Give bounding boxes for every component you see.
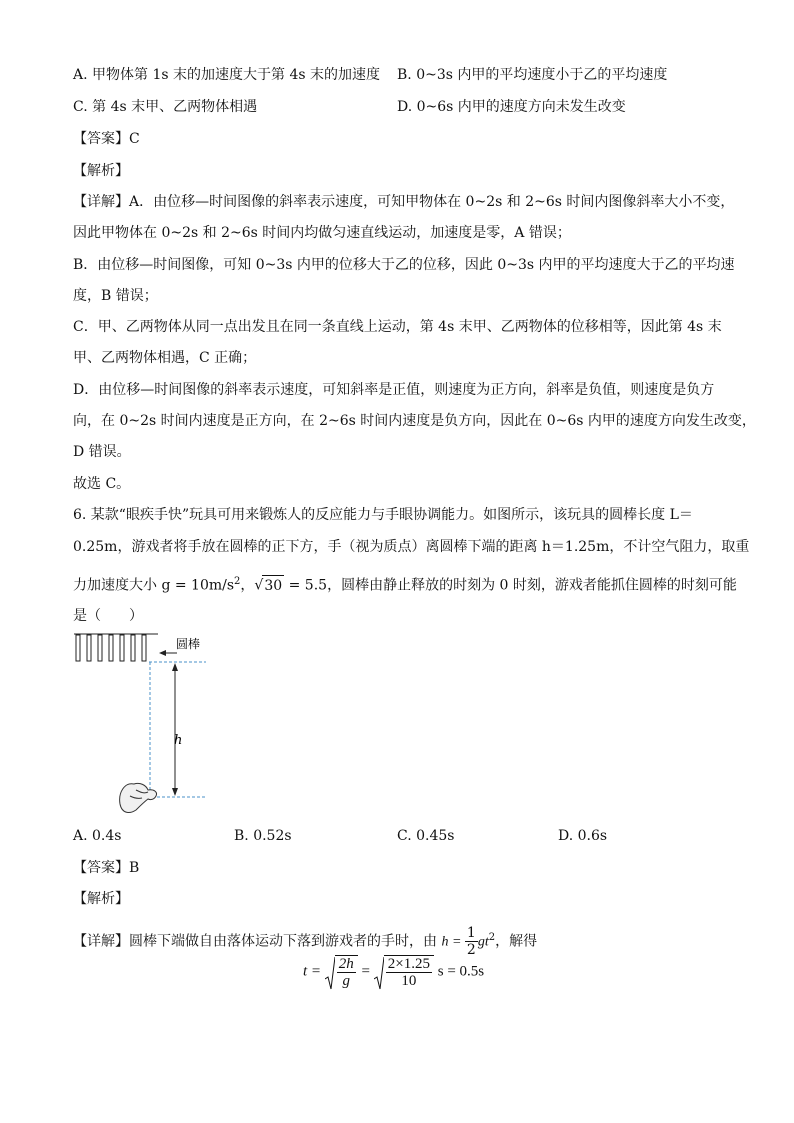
h-label: h [174, 733, 183, 748]
hand-icon [120, 783, 157, 812]
q6-result-equation [303, 955, 484, 989]
eq-denominator-2: 10 [401, 973, 417, 989]
q5-detail-line: 因此甲物体在 0~2s 和 2~6s 时间内均做匀速直线运动，加速度是零，A 错误； [73, 225, 571, 241]
q5-detail-line: B．由位移—时间图像，可知 0~3s 内甲的位移大于乙的位移，因此 0~3s 内甲的平均速度大于乙的平均速 [73, 257, 735, 273]
q6-stem-line3 [73, 572, 737, 596]
q6-formula-fraction [465, 925, 478, 958]
q6-option-b: B. 0.52s [234, 828, 292, 844]
radical-sign-icon [325, 957, 335, 991]
q6-option-a: A. 0.4s [73, 828, 122, 844]
eq-radical-2 [374, 955, 434, 989]
arrow-up-icon [172, 663, 178, 671]
rod-label: 圆棒 [176, 637, 201, 651]
q5-answer: 【答案】C [73, 131, 140, 147]
q5-option-c: C. 第 4s 末甲、乙两物体相遇 [73, 99, 258, 115]
q5-detail-line: 甲、乙两物体相遇，C 正确； [73, 350, 257, 366]
q6-formula-lhs: h = [441, 934, 465, 950]
radical-sign-icon [374, 957, 384, 991]
fraction-numerator: 1 [466, 925, 476, 942]
q6-stem-line3-c: = 5.5，圆棒由静止释放的时刻为 0 时刻，游戏者能抓住圆棒的时刻可能 [284, 577, 737, 594]
q5-detail-line: D．由位移—时间图像的斜率表示速度，可知斜率是正值，则速度为正方向，斜率是负值，则速度是负方 [73, 382, 715, 398]
q5-analysis-label: 【解析】 [73, 163, 129, 179]
q6-sqrt-argument: 30 [262, 575, 284, 596]
eq-result: s = 0.5s [437, 963, 485, 980]
q6-option-d: D. 0.6s [558, 828, 608, 844]
q5-conclusion: 故选 C。 [73, 476, 131, 492]
eq-denominator-1: g [342, 973, 351, 989]
eq-numerator-2: 2×1.25 [387, 956, 430, 972]
q6-stem-line3-b: ， [240, 577, 255, 594]
eq-numerator-1: 2h [338, 956, 354, 972]
rod [109, 635, 113, 661]
q5-option-b: B. 0~3s 内甲的平均速度小于乙的平均速度 [397, 67, 668, 83]
q6-detail-text-a: 【详解】圆棒下端做自由落体运动下落到游戏者的手时，由 [73, 933, 442, 950]
fraction-denominator: 2 [466, 942, 476, 959]
q5-option-d: D. 0~6s 内甲的速度方向未发生改变 [397, 99, 626, 115]
q6-detail-text-b: ，解得 [495, 933, 538, 950]
eq-radical-1 [325, 955, 358, 989]
q6-stem-line4: 是（ ） [73, 608, 143, 624]
sqrt-symbol: √ [254, 577, 264, 594]
q6-analysis-label: 【解析】 [73, 891, 129, 907]
arrow-left-icon [159, 650, 166, 656]
rod [98, 635, 102, 661]
q6-formula-exponent: 2 [488, 932, 496, 943]
eq-t: t = [303, 963, 322, 980]
q6-option-c: C. 0.45s [397, 828, 455, 844]
rod [142, 635, 146, 661]
q6-stem-line2: 0.25m，游戏者将手放在圆棒的正下方，手（视为质点）离圆棒下端的距离 h＝1.25m，不计空气阻力，取重 [73, 539, 750, 555]
arrow-down-icon [172, 788, 178, 796]
q6-g-exponent: 2 [234, 576, 241, 587]
q6-stem-line1: 6. 某款“眼疾手快”玩具可用来锻炼人的反应能力与手眼协调能力。如图所示，该玩具的圆棒长度 L＝ [73, 507, 693, 523]
q5-option-a: A. 甲物体第 1s 末的加速度大于第 4s 末的加速度 [73, 67, 380, 83]
q5-detail-line: 度，B 错误； [73, 288, 158, 304]
q6-stem-line3-a: 力加速度大小 g = 10m/s [73, 577, 235, 594]
rod [87, 635, 91, 661]
q6-formula-rhs: gt [477, 934, 489, 950]
rod-group [76, 635, 146, 661]
q5-detail-line: 向，在 0~2s 时间内速度是正方向，在 2~6s 时间内速度是负方向，因此在 0~6s 内甲的速度方向发生改变， [73, 413, 756, 429]
q5-detail-line: D 错误。 [73, 444, 131, 460]
q6-figure [70, 632, 220, 817]
rod [76, 635, 80, 661]
eq-equals: = [361, 963, 371, 980]
q6-answer: 【答案】B [73, 860, 140, 876]
rod [120, 635, 124, 661]
rod [131, 635, 135, 661]
q5-detail-line: 【详解】A．由位移—时间图像的斜率表示速度，可知甲物体在 0~2s 和 2~6s 时间内图像斜率大小不变， [73, 194, 735, 210]
q6-detail-line [73, 923, 537, 958]
q5-detail-line: C．甲、乙两物体从同一点出发且在同一条直线上运动，第 4s 末甲、乙两物体的位移相等，因此第 4s 末 [73, 319, 722, 335]
